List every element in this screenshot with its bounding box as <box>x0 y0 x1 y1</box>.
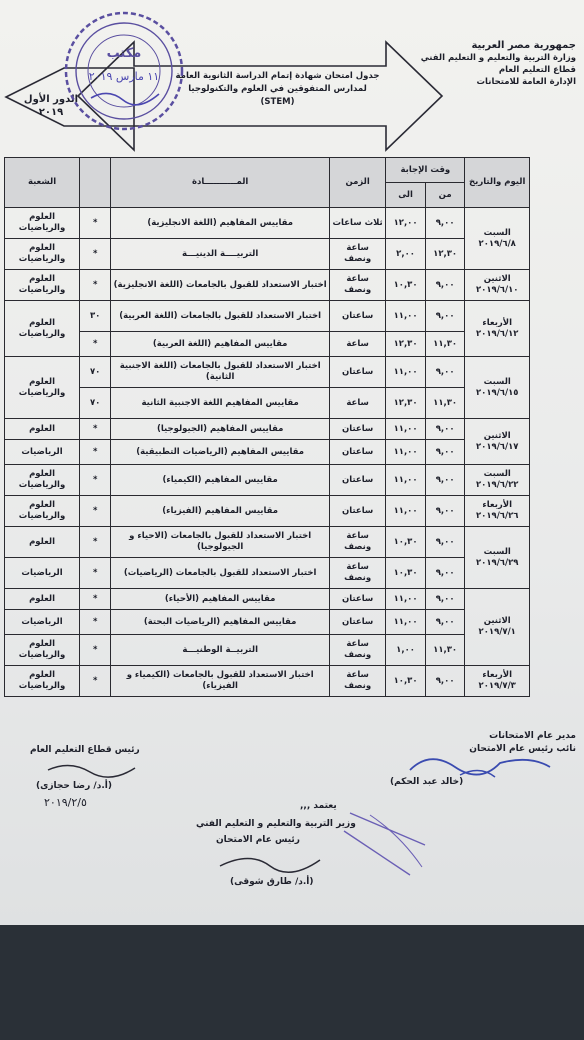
subject-cell: اختبار الاستعداد للقبول بالجامعات (الكيمياء و الفيزياء) <box>111 666 330 697</box>
subject-cell: اختبار الاستعداد للقبول بالجامعات (اللغة الاجنبية الثانية) <box>111 357 330 388</box>
subject-cell: مقاييس المفاهيم (الكيمياء) <box>111 465 330 496</box>
day-name: الأربعاء <box>482 317 513 328</box>
ministry-line: وزارة التربية والتعليم و التعليم الفني <box>420 53 576 63</box>
from-cell: ٩,٠٠ <box>425 666 465 697</box>
header-time: وقت الإجابة <box>386 158 465 183</box>
minister-stamp <box>330 805 440 885</box>
header-duration: الزمن <box>330 158 386 208</box>
duration-cell: ساعة ونصف <box>330 635 386 666</box>
from-cell: ١١,٣٠ <box>425 388 465 419</box>
general-ed-head-name: (أ.د/ رضا حجازى) <box>36 781 112 791</box>
official-stamp-seal <box>63 10 185 132</box>
mark-cell: * <box>80 465 111 496</box>
round-year: ٢٠١٩ <box>38 107 64 118</box>
mark-cell: ٣٠ <box>80 301 111 332</box>
subject-cell: مقاييس المفاهيم (اللغة الانجليزية) <box>111 208 330 239</box>
subject-cell: مقاييس المفاهيم (الأحياء) <box>111 589 330 610</box>
to-cell: ١١,٠٠ <box>386 440 426 465</box>
day-date: ٢٠١٩/٦/١٢ <box>475 328 519 339</box>
minister-role: رئيس عام الامتحان <box>216 835 300 845</box>
approval-label: يعتمد ,,, <box>300 801 337 811</box>
duration-cell: ساعتان <box>330 589 386 610</box>
mark-cell: * <box>80 440 111 465</box>
to-cell: ١١,٠٠ <box>386 589 426 610</box>
to-cell: ١٢,٣٠ <box>386 332 426 357</box>
mark-cell: * <box>80 270 111 301</box>
branch-cell: العلوم والرياضيات <box>5 357 80 419</box>
day-name: السبت <box>483 469 511 479</box>
table-row <box>5 440 530 465</box>
header-from: من <box>425 183 465 208</box>
document-title <box>165 70 390 109</box>
mark-cell: * <box>80 208 111 239</box>
day-date: ٢٠١٩/٦/١٥ <box>475 387 519 398</box>
day-date: ٢٠١٩/٧/٣ <box>478 681 516 691</box>
branch-cell: العلوم والرياضيات <box>5 270 80 301</box>
day-date: ٢٠١٩/٦/١٧ <box>475 441 519 452</box>
general-ed-signature <box>40 758 160 780</box>
subject-cell: اختبار الاستعداد للقبول بالجامعات (الرياضيات) <box>111 558 330 589</box>
subject-cell: اختبار الاستعداد للقبول بالجامعات (اللغة الانجليزية) <box>111 270 330 301</box>
header-day: اليوم والتاريخ <box>465 158 530 208</box>
day-date: ٢٠١٩/٧/١ <box>478 627 516 637</box>
general-ed-head-title: رئيس قطاع التعليم العام <box>30 745 140 755</box>
to-cell: ١٠,٣٠ <box>386 666 426 697</box>
subject-cell: التربيــــة الدينيـــة <box>111 239 330 270</box>
dark-background <box>0 925 584 1040</box>
table-row <box>5 270 530 301</box>
round-label: الدور الأول <box>23 94 79 105</box>
from-cell: ٩,٠٠ <box>425 527 465 558</box>
table-row <box>5 208 530 239</box>
table-row <box>5 558 530 589</box>
minister-name: (أ.د/ طارق شوقى) <box>230 877 314 887</box>
ministry-line: جمهورية مصر العربية <box>471 40 576 51</box>
subject-cell: اختبار الاستعداد للقبول بالجامعات (الاحياء و الجيولوجيا) <box>111 527 330 558</box>
from-cell: ٩,٠٠ <box>425 301 465 332</box>
duration-cell: ساعتان <box>330 440 386 465</box>
day-cell <box>465 496 530 527</box>
to-cell: ١٠,٣٠ <box>386 270 426 301</box>
stamp-date: ١١ مارس ٢٠١٩ <box>88 70 160 83</box>
day-cell <box>465 301 530 357</box>
ministry-line: قطاع التعليم العام <box>498 65 576 75</box>
mark-cell: ٧٠ <box>80 388 111 419</box>
to-cell: ١٠,٣٠ <box>386 527 426 558</box>
day-date: ٢٠١٩/٦/٢٩ <box>475 557 519 568</box>
duration-cell: ساعتان <box>330 610 386 635</box>
title-line: (STEM) <box>260 97 295 107</box>
from-cell: ٩,٠٠ <box>425 558 465 589</box>
table-row <box>5 589 530 610</box>
to-cell: ١١,٠٠ <box>386 496 426 527</box>
mark-cell: ٧٠ <box>80 357 111 388</box>
duration-cell: ساعتان <box>330 301 386 332</box>
to-cell: ١٠,٣٠ <box>386 558 426 589</box>
day-name: الاثنين <box>483 274 511 284</box>
day-cell <box>465 589 530 666</box>
branch-cell: العلوم والرياضيات <box>5 239 80 270</box>
day-name: الاثنين <box>483 430 511 441</box>
table-row <box>5 496 530 527</box>
branch-cell: العلوم والرياضيات <box>5 465 80 496</box>
branch-cell: العلوم والرياضيات <box>5 666 80 697</box>
branch-cell: العلوم والرياضيات <box>5 301 80 357</box>
day-name: الأربعاء <box>482 670 513 680</box>
from-cell: ٩,٠٠ <box>425 419 465 440</box>
from-cell: ٩,٠٠ <box>425 589 465 610</box>
from-cell: ٩,٠٠ <box>425 610 465 635</box>
day-date: ٢٠١٩/٦/٢٦ <box>475 511 519 521</box>
subject-cell: التربيــة الوطنيـــة <box>111 635 330 666</box>
from-cell: ٩,٠٠ <box>425 496 465 527</box>
title-line: لمدارس المتفوقين في العلوم والتكنولوجيا <box>188 84 367 94</box>
table-row <box>5 666 530 697</box>
to-cell: ١٢,٠٠ <box>386 208 426 239</box>
minister-signature <box>210 846 330 876</box>
day-name: الأربعاء <box>482 500 513 510</box>
branch-cell: العلوم <box>5 419 80 440</box>
mark-cell: * <box>80 610 111 635</box>
duration-cell: ساعة <box>330 332 386 357</box>
from-cell: ١٢,٣٠ <box>425 239 465 270</box>
to-cell: ١١,٠٠ <box>386 357 426 388</box>
duration-cell: ساعة ونصف <box>330 270 386 301</box>
day-cell <box>465 270 530 301</box>
day-cell <box>465 465 530 496</box>
subject-cell: مقاييس المفاهيم (الرياضيات البحتة) <box>111 610 330 635</box>
from-cell: ٩,٠٠ <box>425 440 465 465</box>
subject-cell: مقاييس المفاهيم (الرياضيات التطبيقية) <box>111 440 330 465</box>
day-date: ٢٠١٩/٦/٢٢ <box>475 480 519 490</box>
day-date: ٢٠١٩/٦/١٠ <box>475 285 519 295</box>
mark-cell: * <box>80 635 111 666</box>
subject-cell: مقاييس المفاهيم (الفيزياء) <box>111 496 330 527</box>
branch-cell: العلوم والرياضيات <box>5 635 80 666</box>
general-ed-date: ٢٠١٩/٢/٥ <box>44 796 87 809</box>
day-cell <box>465 357 530 419</box>
day-date: ٢٠١٩/٦/٨ <box>478 238 516 249</box>
to-cell: ٢,٠٠ <box>386 239 426 270</box>
mark-cell: * <box>80 419 111 440</box>
ministry-line: الإدارة العامة للامتحانات <box>476 77 576 87</box>
to-cell: ١١,٠٠ <box>386 610 426 635</box>
header-mark <box>80 158 111 208</box>
day-name: السبت <box>483 376 511 387</box>
table-row <box>5 357 530 388</box>
from-cell: ٩,٠٠ <box>425 465 465 496</box>
duration-cell: ساعة ونصف <box>330 558 386 589</box>
table-row <box>5 419 530 440</box>
day-name: السبت <box>483 546 511 557</box>
subject-cell: مقاييس المفاهيم (الجيولوجيا) <box>111 419 330 440</box>
branch-cell: العلوم <box>5 589 80 610</box>
table-row <box>5 301 530 332</box>
mark-cell: * <box>80 527 111 558</box>
duration-cell: ساعتان <box>330 357 386 388</box>
mark-cell: * <box>80 332 111 357</box>
director-signature <box>400 745 560 785</box>
from-cell: ٩,٠٠ <box>425 357 465 388</box>
to-cell: ١١,٠٠ <box>386 465 426 496</box>
day-cell <box>465 666 530 697</box>
minister-title: وزير التربية والتعليم و التعليم الفني <box>196 819 356 829</box>
exams-director-title: مدير عام الامتحانات <box>489 731 576 741</box>
from-cell: ٩,٠٠ <box>425 208 465 239</box>
table-row <box>5 388 530 419</box>
branch-cell: الرياضيات <box>5 558 80 589</box>
from-cell: ١١,٣٠ <box>425 635 465 666</box>
table-row <box>5 465 530 496</box>
duration-cell: ساعتان <box>330 465 386 496</box>
branch-cell: الرياضيات <box>5 440 80 465</box>
stamp-text: مكتب <box>106 46 142 61</box>
subject-cell: مقاييس المفاهيم (اللغة العربية) <box>111 332 330 357</box>
subject-cell: مقاييس المفاهيم اللغة الاجنبية الثانية <box>111 388 330 419</box>
mark-cell: * <box>80 666 111 697</box>
duration-cell: ثلاث ساعات <box>330 208 386 239</box>
exam-schedule-table <box>4 157 530 697</box>
duration-cell: ساعتان <box>330 419 386 440</box>
to-cell: ١٢,٣٠ <box>386 388 426 419</box>
day-name: السبت <box>483 227 511 238</box>
branch-cell: العلوم والرياضيات <box>5 496 80 527</box>
to-cell: ١,٠٠ <box>386 635 426 666</box>
table-row <box>5 610 530 635</box>
mark-cell: * <box>80 496 111 527</box>
to-cell: ١١,٠٠ <box>386 419 426 440</box>
from-cell: ٩,٠٠ <box>425 270 465 301</box>
exams-director-name: (خالد عبد الحكم) <box>390 777 464 787</box>
duration-cell: ساعة <box>330 388 386 419</box>
table-row <box>5 635 530 666</box>
table-row <box>5 527 530 558</box>
table-row <box>5 332 530 357</box>
branch-cell: الرياضيات <box>5 610 80 635</box>
branch-cell: العلوم والرياضيات <box>5 208 80 239</box>
header-branch: الشعبة <box>5 158 80 208</box>
to-cell: ١١,٠٠ <box>386 301 426 332</box>
mark-cell: * <box>80 239 111 270</box>
mark-cell: * <box>80 558 111 589</box>
day-name: الاثنين <box>483 616 511 626</box>
mark-cell: * <box>80 589 111 610</box>
branch-cell: العلوم <box>5 527 80 558</box>
header-to: الى <box>386 183 426 208</box>
day-cell <box>465 208 530 270</box>
subject-cell: اختبار الاستعداد للقبول بالجامعات (اللغة العربية) <box>111 301 330 332</box>
duration-cell: ساعتان <box>330 496 386 527</box>
duration-cell: ساعة ونصف <box>330 527 386 558</box>
day-cell <box>465 419 530 465</box>
day-cell <box>465 527 530 589</box>
table-row <box>5 239 530 270</box>
from-cell: ١١,٣٠ <box>425 332 465 357</box>
exams-deputy-title: نائب رئيس عام الامتحان <box>469 744 576 754</box>
duration-cell: ساعة ونصف <box>330 239 386 270</box>
header-subject: المـــــــــــادة <box>111 158 330 208</box>
duration-cell: ساعة ونصف <box>330 666 386 697</box>
title-line: جدول امتحان شهادة إتمام الدراسة الثانوية العامة <box>175 71 380 81</box>
